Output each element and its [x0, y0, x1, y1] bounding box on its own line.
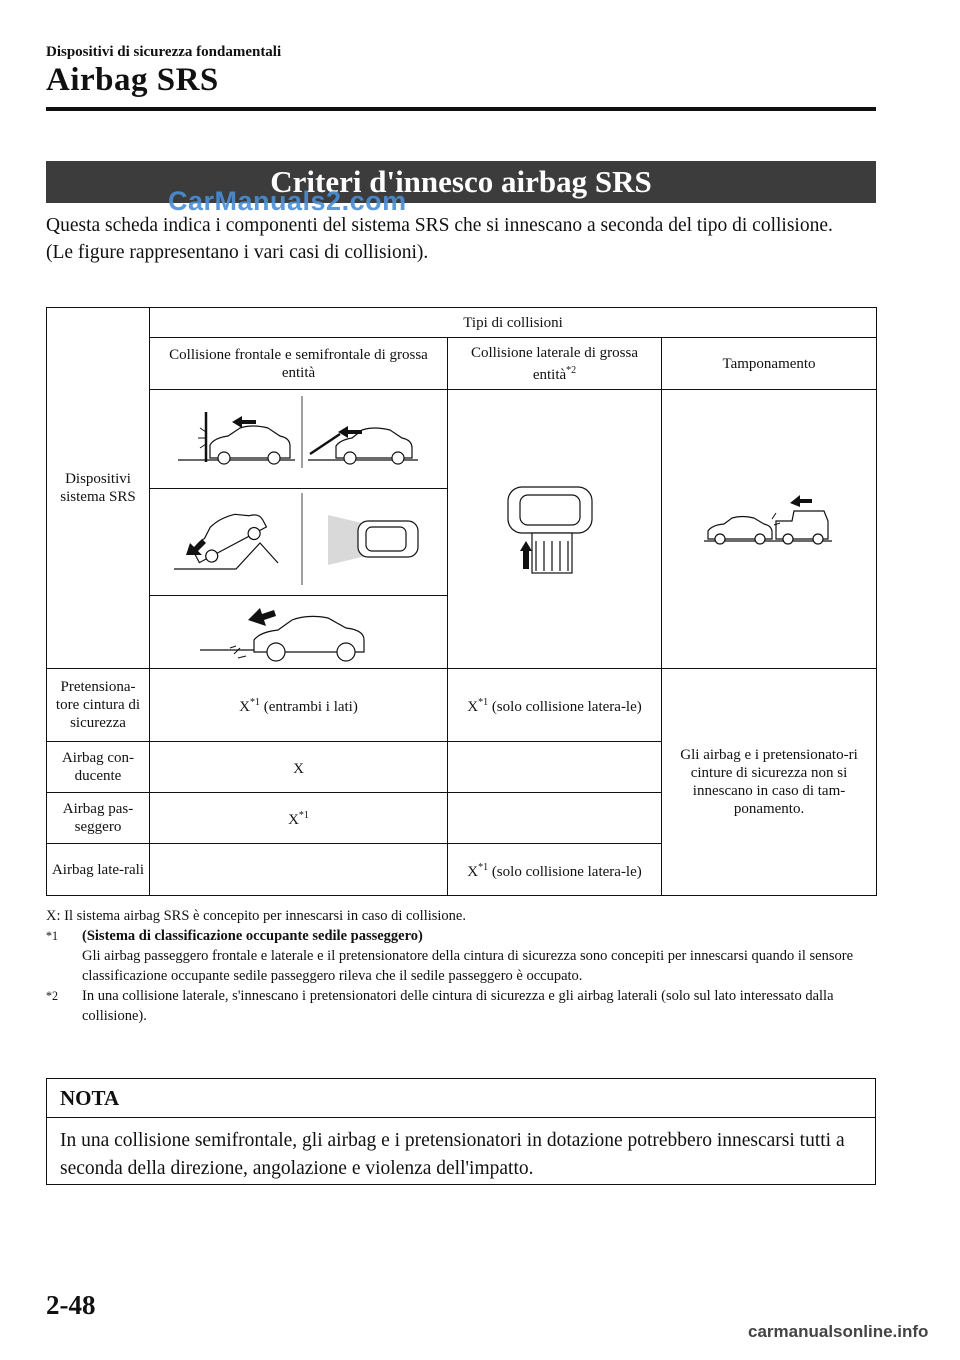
page-title: Airbag SRS — [46, 62, 219, 98]
page-number: 2-48 — [46, 1290, 96, 1320]
row-lateral-value — [448, 669, 662, 742]
lateral-illustration — [448, 390, 662, 669]
row-lateral-value — [448, 742, 662, 793]
x-legend: X: Il sistema airbag SRS è concepito per innescarsi in caso di collisione. — [46, 908, 466, 924]
intro-line-1: Questa scheda indica i componenti del sistema SRS che si innescano a seconda del tipo di collisione. — [46, 215, 833, 236]
section-label: Dispositivi di sicurezza fondamentali — [46, 44, 282, 60]
footnote-2-mark: *2 — [46, 989, 59, 1003]
rear-note: Gli airbag e i pretensionato-ri cinture di sicurezza non si innescano in caso di tam-ponamento. — [662, 669, 877, 896]
row-lateral-value — [448, 793, 662, 844]
frontal-illustration-3 — [150, 596, 448, 669]
site-watermark: carmanualsonline.info — [748, 1322, 929, 1341]
value-mark: X — [288, 812, 299, 828]
row-frontal-value — [150, 844, 448, 896]
value-mark: X — [467, 699, 479, 715]
group-header: Tipi di collisioni — [150, 308, 877, 338]
deployment-criteria-table — [46, 307, 877, 896]
col-header-rear: Tamponamento — [662, 338, 877, 390]
row-frontal-value — [150, 793, 448, 844]
value-text: (solo collisione latera-le) — [488, 863, 642, 880]
footnote-2 — [46, 986, 876, 1026]
row-label: Airbag late-rali — [47, 844, 150, 896]
row-label: Pretensiona-tore cintura di sicurezza — [47, 669, 150, 742]
row-frontal-value — [150, 742, 448, 793]
value-text: (solo collisione latera-le) — [488, 699, 642, 715]
col-header-frontal: Collisione frontale e semifrontale di grossa entità — [150, 338, 448, 390]
footnote-1 — [46, 926, 876, 986]
value-note: *1 — [478, 861, 489, 873]
row-label: Airbag con-ducente — [47, 742, 150, 793]
row-label: Airbag pas-seggero — [47, 793, 150, 844]
footnote-1-title: (Sistema di classificazione occupante sedile passeggero) — [82, 928, 423, 944]
intro-line-2: (Le figure rappresentano i vari casi di collisioni). — [46, 242, 429, 263]
value-text: (entrambi i lati) — [259, 699, 358, 715]
value-mark: X — [293, 761, 304, 777]
frontal-illustration-1 — [150, 390, 448, 489]
footnote-1-text: Gli airbag passeggero frontale e laterale e il pretensionatore della cintura di sicurezza sono concepiti per innescarsi quando il sensore classificazione occupante sedile passeggero rileva che il sedile passeggero è occupato. — [82, 948, 854, 984]
section-banner: Criteri d'innesco airbag SRS — [46, 161, 876, 203]
intro-text — [46, 212, 876, 266]
value-note: *1 — [478, 697, 489, 708]
footnote-1-mark: *1 — [46, 929, 59, 943]
watermark-logo: CarManuals2.com — [168, 186, 407, 216]
col-header-lateral — [448, 338, 662, 390]
footnote-2-text: In una collisione laterale, s'innescano i pretensionatori delle cintura di sicurezza e gli airbag laterali (solo sul lato interessato dalla collisione). — [82, 988, 834, 1024]
rear-illustration — [662, 390, 877, 669]
nota-box — [46, 1078, 876, 1185]
col-header-lateral-text: Collisione laterale di grossa entità — [470, 344, 639, 383]
row-frontal-value — [150, 669, 448, 742]
footnotes — [46, 906, 876, 1026]
value-mark: X — [239, 699, 250, 715]
corner-label: Dispositivi sistema SRS — [47, 308, 150, 669]
title-rule — [46, 107, 876, 111]
nota-heading: NOTA — [47, 1079, 875, 1118]
value-mark: X — [467, 863, 479, 880]
col-header-lateral-note: *2 — [566, 364, 577, 376]
value-note: *1 — [249, 697, 260, 708]
value-note: *1 — [298, 810, 309, 821]
frontal-illustration-2 — [150, 489, 448, 596]
row-lateral-value — [448, 844, 662, 896]
nota-text: In una collisione semifrontale, gli airbag e i pretensionatori in dotazione potrebbero innescarsi tutti a seconda della direzione, angolazione e violenza dell'impatto. — [60, 1130, 845, 1179]
